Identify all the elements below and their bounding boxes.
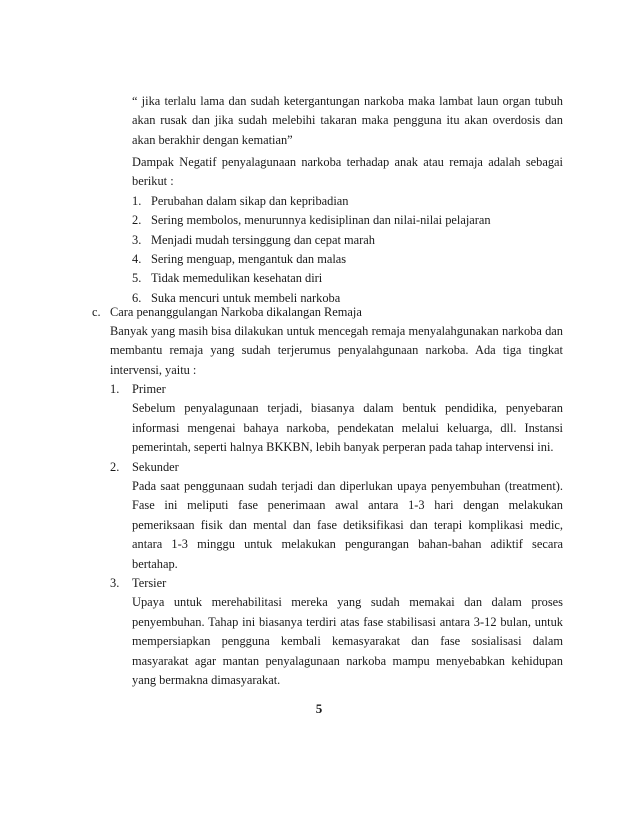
- level-title: Tersier: [132, 576, 167, 591]
- section-c-heading: [92, 303, 572, 322]
- list-item: 3. Menjadi mudah tersinggung dan cepat marah: [132, 232, 375, 247]
- dampak-section: [132, 153, 563, 308]
- level-title: Primer: [132, 382, 166, 396]
- page-number: 5: [315, 701, 323, 716]
- level-text: Pada saat penggunaan sudah terjadi dan diperlukan upaya penyembuhan (treatment). Fase ini meliputi fase penerimaan awal antara 1-3 hari dengan melakukan pemeriksaan fisik dan mental dan fase detiksifikasi dan terapi komplikasi medic, antara 1-3 minggu untuk melakukan pengurangan bahan-bahan adiktif secara bertahap.: [132, 479, 563, 571]
- list-item: 1. Perubahan dalam sikap dan kepribadian: [132, 193, 349, 208]
- quote-paragraph: “ jika terlalu lama dan sudah ketergantungan narkoba maka lambat laun organ tubuh akan rusak dan jika sudah melebihi takaran maka pengguna itu akan overdosis dan akan berakhir dengan kematian”: [132, 94, 563, 147]
- level-text: Sebelum penyalagunaan terjadi, biasanya dalam bentuk pendidika, penyebaran informasi mengenai bahaya narkoba, pendekatan melalui keluarga, dll. Instansi pemerintah, seperti halnya BKKBN, lebih banyak perperan pada tahap intervensi ini.: [132, 401, 563, 455]
- level-primer: [110, 380, 563, 458]
- dampak-list: [132, 192, 563, 308]
- level-sekunder: [110, 458, 563, 574]
- list-item: 2. Sering membolos, menurunnya kedisiplinan dan nilai-nilai pelajaran: [132, 213, 491, 228]
- section-title: Cara penanggulangan Narkoba dikalangan Remaja: [110, 305, 362, 319]
- section-letter: c.: [92, 305, 101, 319]
- intervention-levels: [110, 380, 563, 691]
- level-number: 2.: [110, 459, 120, 474]
- dampak-intro: Dampak Negatif penyalagunaan narkoba terhadap anak atau remaja adalah sebagai berikut :: [132, 155, 563, 189]
- level-title: Sekunder: [132, 459, 179, 474]
- level-number: 1.: [110, 382, 120, 396]
- level-tersier: [110, 574, 563, 690]
- list-item: 4. Sering menguap, mengantuk dan malas: [132, 252, 347, 267]
- section-c-intro: Banyak yang masih bisa dilakukan untuk mencegah remaja menyalahgunakan narkoba dan membantu remaja yang sudah terjerumus penyalahgunaan narkoba. Ada tiga tingkat intervensi, yaitu :: [110, 324, 563, 377]
- list-item: 6. Suka mencuri untuk membeli narkoba: [132, 290, 341, 305]
- level-text: Upaya untuk merehabilitasi mereka yang sudah memakai dan dalam proses penyembuhan. Tahap ini biasanya terdiri atas fase stabilisasi antara 3-12 bulan, untuk mempersiapkan pengguna kembali kemasyarakat dan fase sosialisasi dalam masyarakat agar mantan penyalagunaan narkoba mampu menyebabkan kehidupan yang bermakna dimasyarakat.: [132, 595, 563, 688]
- list-item: 5. Tidak memedulikan kesehatan diri: [132, 271, 323, 286]
- level-number: 3.: [110, 576, 120, 591]
